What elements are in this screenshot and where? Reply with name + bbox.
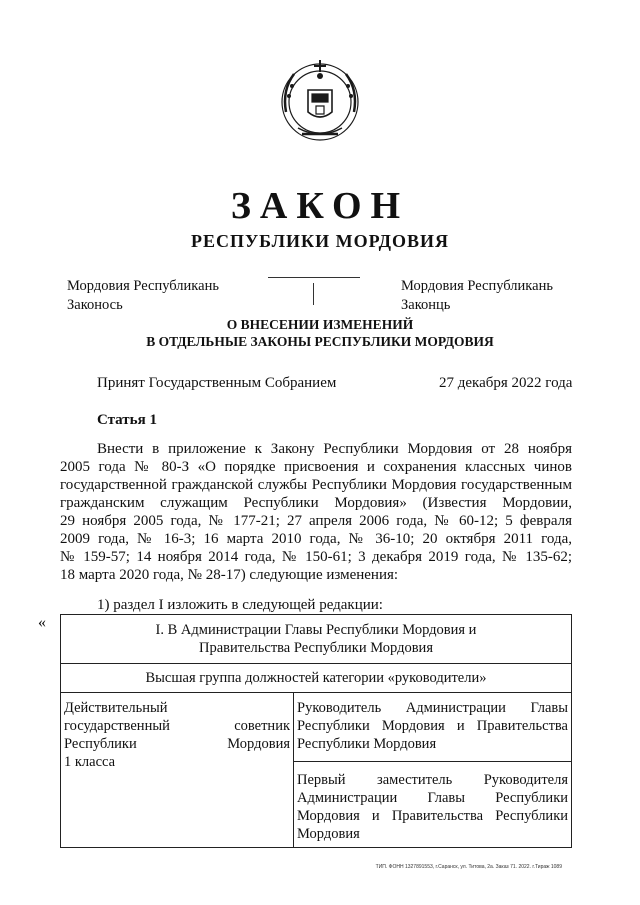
position-cell — [294, 762, 572, 848]
position-line: Первый заместитель Руководителя — [297, 772, 568, 788]
paragraph-line: 2005 года № 80-З «О порядке присвоения и сохранения классных чинов — [60, 459, 572, 475]
paragraph-line: гражданским служащим Республики Мордовия» (Известия Мордовии, — [60, 495, 572, 511]
document-title: ЗАКОН — [230, 185, 410, 227]
section-cell — [61, 615, 572, 664]
table-row — [61, 693, 572, 762]
group-cell: Высшая группа должностей категории «руководители» — [61, 664, 572, 693]
rank-line: 1 класса — [64, 754, 116, 770]
paragraph-line: 18 марта 2020 года, № 28-17) следующие изменения: — [60, 567, 399, 583]
opening-quote: « — [38, 614, 46, 631]
position-line: Республики Мордовия и Правительства — [297, 718, 568, 734]
adopted-label: Принят Государственным Собранием — [97, 375, 337, 391]
position-line: Администрации Главы Республики — [297, 790, 568, 806]
paragraph-line: государственной гражданской службы Республики Мордовия государственным — [60, 477, 572, 493]
law-heading — [0, 316, 640, 350]
left-name-line2: Законось — [67, 297, 123, 313]
table-row — [61, 664, 572, 693]
item-1: 1) раздел I изложить в следующей редакции: — [97, 597, 383, 613]
section-title-line1: I. В Администрации Главы Республики Мордовия и — [155, 622, 477, 638]
separator-vertical — [313, 283, 314, 305]
coat-of-arms-icon — [272, 50, 368, 146]
rank-line: Республики Мордовия — [64, 736, 290, 752]
document-subtitle: РЕСПУБЛИКИ МОРДОВИЯ — [190, 231, 450, 251]
heading-line2: В ОТДЕЛЬНЫЕ ЗАКОНЫ РЕСПУБЛИКИ МОРДОВИЯ — [146, 334, 494, 349]
paragraph-line: № 159-57; 14 ноября 2014 года, № 150-61; 3 декабря 2019 года, № 135-62; — [60, 549, 572, 565]
rank-line: Действительный — [64, 700, 168, 716]
paragraph-line: 29 ноября 2005 года, № 177-21; 27 апреля 2006 года, № 60-12; 5 февраля — [60, 513, 572, 529]
position-line: Республики Мордовия — [297, 736, 437, 752]
position-cell — [294, 693, 572, 762]
adopted-date: 27 декабря 2022 года — [439, 375, 573, 391]
position-line: Мордовия и Правительства Республики — [297, 808, 568, 824]
right-name-line2: Законць — [401, 297, 451, 313]
left-name-line1: Мордовия Республикань — [67, 278, 219, 294]
rank-line: государственный советник — [64, 718, 290, 734]
paragraph-line: Внести в приложение к Закону Республики Мордовия от 28 ноября — [97, 441, 572, 457]
separator-line — [268, 277, 360, 278]
heading-line1: О ВНЕСЕНИИ ИЗМЕНЕНИЙ — [226, 317, 414, 332]
rank-cell — [61, 693, 294, 848]
right-name-line1: Мордовия Республикань — [401, 278, 553, 294]
position-line: Мордовия — [297, 826, 360, 842]
left-name-block — [67, 277, 219, 315]
ranks-table — [60, 614, 572, 848]
position-line: Руководитель Администрации Главы — [297, 700, 568, 716]
paragraph-line: 2009 года, № 16-3; 16 марта 2010 года, № 36-10; 20 октября 2011 года, — [60, 531, 572, 547]
section-title-line2: Правительства Республики Мордовия — [199, 640, 433, 656]
right-name-block — [401, 277, 553, 315]
article-paragraph — [60, 440, 572, 584]
print-footer: ТИП. ФОНН 1327891553, г.Саранск, ул. Титова, 2а. Заказ 71. 2022. г.Тираж 1089 — [375, 864, 562, 870]
article-heading: Статья 1 — [97, 412, 157, 428]
table-row — [61, 615, 572, 664]
